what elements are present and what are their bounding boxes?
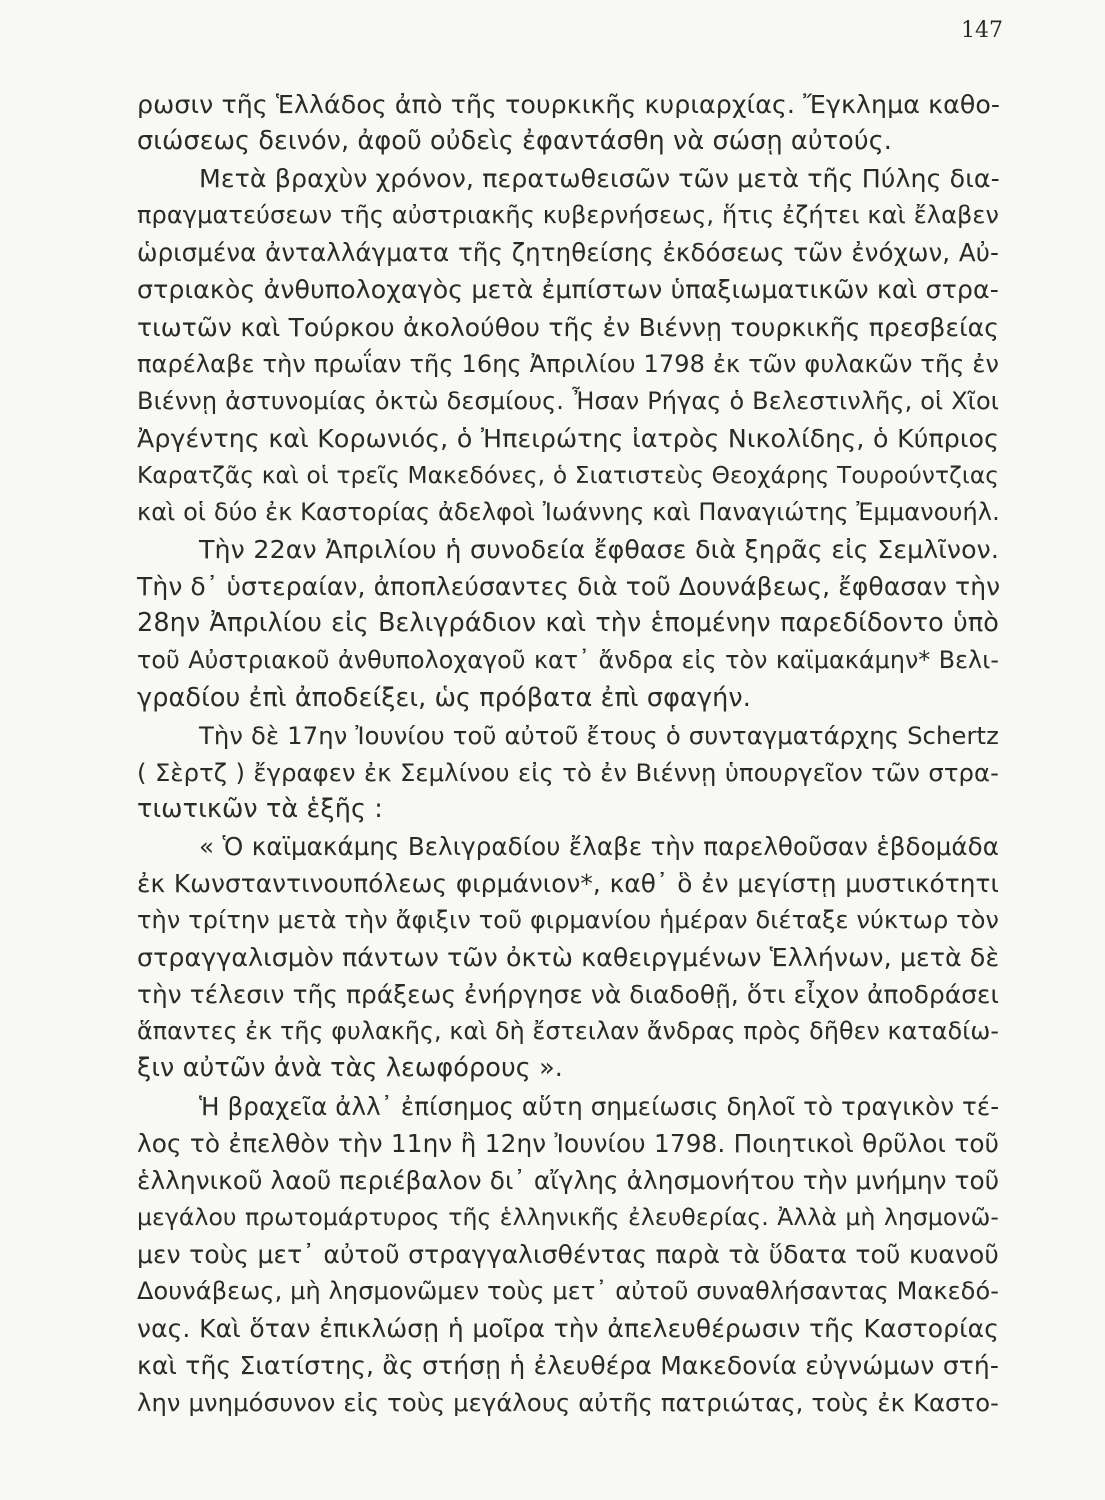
text-line: καὶ οἱ δύο ἐκ Καστορίας ἀδελφοὶ Ἰωάννης καὶ Παναγιώτης Ἐμμανουήλ. <box>137 498 1000 527</box>
text-line: Καρατζᾶς καὶ οἱ τρεῖς Μακεδόνες, ὁ Σιατιστεὺς Θεοχάρης Τουρούντζιας <box>137 461 999 489</box>
text-line: στραγγαλισμὸν πάντων τῶν ὀκτὼ καθειργμένων Ἑλλήνων, μετὰ δὲ <box>137 943 1000 973</box>
text-line: τὴν τέλεσιν τῆς πράξεως ἐνήργησε νὰ διαδοθῇ, ὅτι εἶχον ἀποδράσει <box>137 980 999 1010</box>
text-line: ρωσιν τῆς Ἑλλάδος ἀπὸ τῆς τουρκικῆς κυριαρχίας. Ἔγκλημα καθο- <box>137 90 1001 119</box>
text-line: « Ὁ καϊμακάμης Βελιγραδίου ἔλαβε τὴν παρελθοῦσαν ἑβδομάδα <box>199 831 999 861</box>
text-line: λος τὸ ἐπελθὸν τὴν 11ην ἢ 12ην Ἰουνίου 1798. Ποιητικοὶ θρῦλοι τοῦ <box>137 1128 999 1158</box>
text-line: γραδίου ἐπὶ ἀποδείξει, ὡς πρόβατα ἐπὶ σφαγήν. <box>137 682 751 713</box>
text-line: ἑλληνικοῦ λαοῦ περιέβαλον δι᾽ αἴγλης ἀλησμονήτου τὴν μνήμην τοῦ <box>137 1165 1000 1195</box>
text-line: Βιέννῃ ἀστυνομίας ὀκτὼ δεσμίους. Ἦσαν Ρήγας ὁ Βελεστινλῆς, οἱ Χῖοι <box>137 386 999 415</box>
text-line: Τὴν δὲ 17ην Ἰουνίου τοῦ αὐτοῦ ἔτους ὁ συνταγματάρχης Schertz <box>199 720 999 750</box>
text-line: Δουνάβεως, μὴ λησμονῶμεν τοὺς μετ᾽ αὐτοῦ συναθλήσαντας Μακεδό- <box>137 1277 999 1305</box>
text-line: πραγματεύσεων τῆς αὐστριακῆς κυβερνήσεως, ἥτις ἐζήτει καὶ ἔλαβεν <box>137 201 999 230</box>
text-line: τὴν τρίτην μετὰ τὴν ἄφιξιν τοῦ φιρμανίου ἡμέραν διέταξε νύκτωρ τὸν <box>137 906 999 935</box>
text-line: ἅπαντες ἐκ τῆς φυλακῆς, καὶ δὴ ἔστειλαν ἄνδρας πρὸς δῆθεν καταδίω- <box>137 1017 999 1046</box>
text-line: ξιν αὐτῶν ἀνὰ τὰς λεωφόρους ». <box>137 1053 563 1084</box>
text-line: Τὴν δ᾽ ὑστεραίαν, ἀποπλεύσαντες διὰ τοῦ Δουνάβεως, ἔφθασαν τὴν <box>137 572 1001 602</box>
text-line: Ἀργέντης καὶ Κορωνιός, ὁ Ἠπειρώτης ἰατρὸς Νικολίδης, ὁ Κύπριος <box>137 423 999 453</box>
text-line: καὶ τῆς Σιατίστης, ἂς στήσῃ ἡ ἐλευθέρα Μακεδονία εὐγνώμων στή- <box>137 1351 999 1381</box>
text-line: τοῦ Αὐστριακοῦ ἀνθυπολοχαγοῦ κατ᾽ ἄνδρα εἰς τὸν καϊμακάμην* Βελι- <box>137 646 999 675</box>
text-line: ( Σὲρτζ ) ἔγραφεν ἐκ Σεμλίνου εἰς τὸ ἐν Βιέννῃ ὑπουργεῖον τῶν στρα- <box>137 757 999 787</box>
text-line: λην μνημόσυνον εἰς τοὺς μεγάλους αὐτῆς πατριώτας, τοὺς ἐκ Καστο- <box>137 1388 999 1418</box>
text-line: παρέλαβε τὴν πρωΐαν τῆς 16ης Ἀπριλίου 1798 ἐκ τῶν φυλακῶν τῆς ἐν <box>137 349 999 378</box>
text-line: ὡρισμένα ἀνταλλάγματα τῆς ζητηθείσης ἐκδόσεως τῶν ἐνόχων, Αὐ- <box>137 238 999 268</box>
text-line: νας. Καὶ ὅταν ἐπικλώσῃ ἡ μοῖρα τὴν ἀπελευθέρωσιν τῆς Καστορίας <box>137 1314 999 1344</box>
text-line: Μετὰ βραχὺν χρόνον, περατωθεισῶν τῶν μετὰ τῆς Πύλης δια- <box>199 164 1000 194</box>
text-line: τιωτῶν καὶ Τούρκου ἀκολούθου τῆς ἐν Βιέννῃ τουρκικῆς πρεσβείας <box>137 312 999 342</box>
text-line: σιώσεως δεινόν, ἀφοῦ οὐδεὶς ἐφαντάσθη νὰ σώσῃ αὐτούς. <box>137 126 892 157</box>
text-line: ἐκ Κωνσταντινουπόλεως φιρμάνιον*, καθ᾽ ὃ ἐν μεγίστῃ μυστικότητι <box>137 868 999 898</box>
page-number: 147 <box>961 18 1003 43</box>
text-line: Τὴν 22αν Ἀπριλίου ἡ συνοδεία ἔφθασε διὰ ξηρᾶς εἰς Σεμλῖνον. <box>199 535 999 565</box>
body-text <box>137 86 999 1421</box>
text-line: 28ην Ἀπριλίου εἰς Βελιγράδιον καὶ τὴν ἑπομένην παρεδίδοντο ὑπὸ <box>137 608 999 639</box>
text-line: τιωτικῶν τὰ ἑξῆς : <box>137 793 383 824</box>
text-line: μεν τοὺς μετ᾽ αὐτοῦ στραγγαλισθέντας παρὰ τὰ ὕδατα τοῦ κυανοῦ <box>137 1239 999 1269</box>
text-line: Ἡ βραχεῖα ἀλλ᾽ ἐπίσημος αὕτη σημείωσις δηλοῖ τὸ τραγικὸν τέ- <box>199 1091 1000 1121</box>
text-line: στριακὸς ἀνθυπολοχαγὸς μετὰ ἐμπίστων ὑπαξιωματικῶν καὶ στρα- <box>137 275 999 305</box>
text-line: μεγάλου πρωτομάρτυρος τῆς ἑλληνικῆς ἐλευθερίας. Ἀλλὰ μὴ λησμονῶ- <box>137 1202 999 1231</box>
